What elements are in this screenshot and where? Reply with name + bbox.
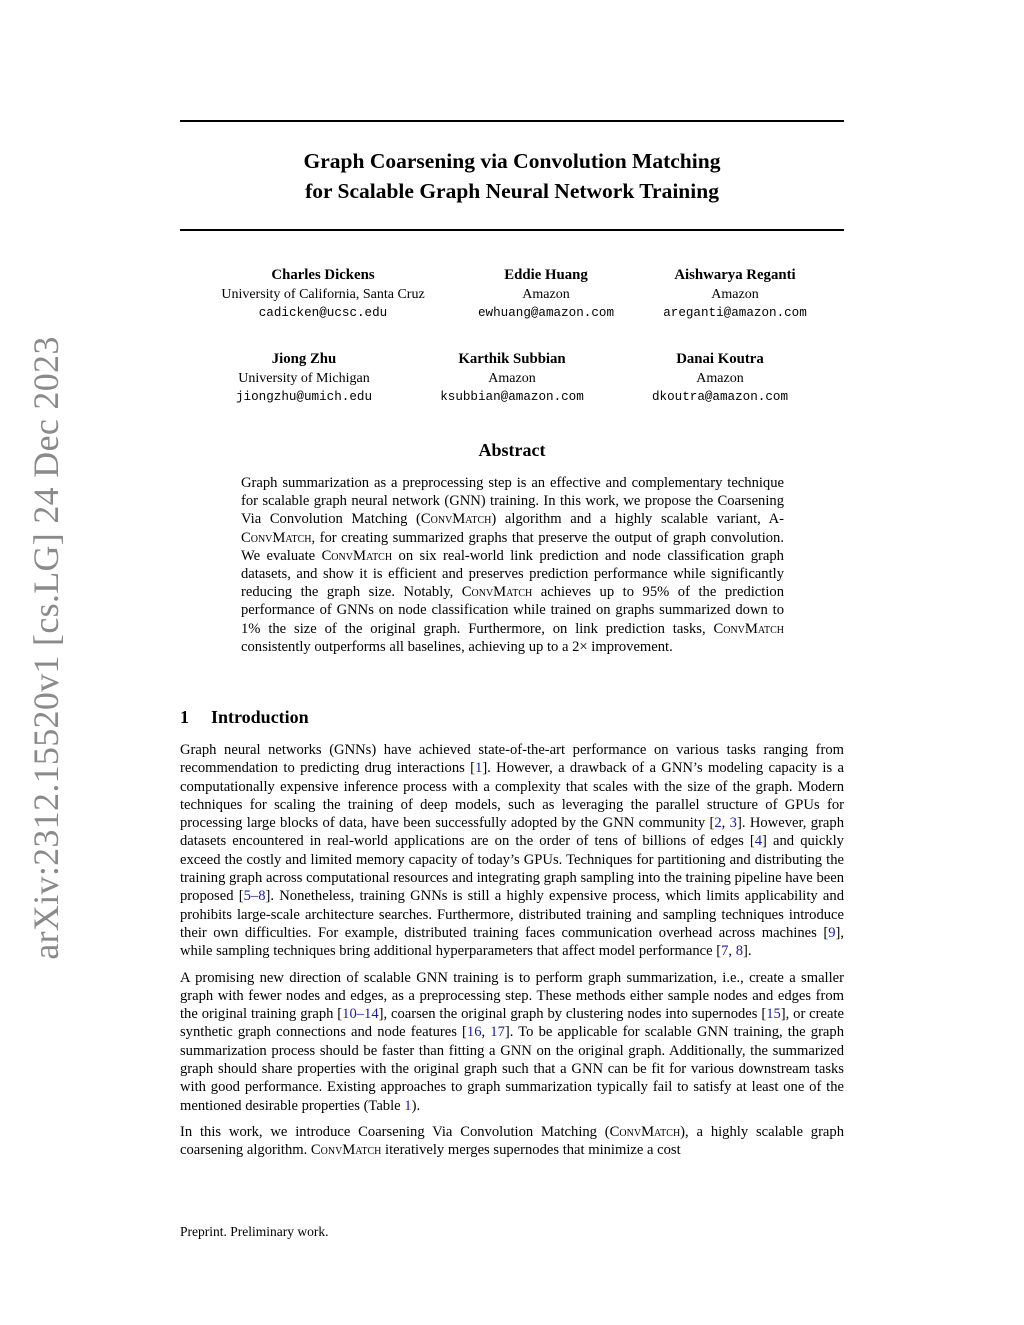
title-line-2: for Scalable Graph Neural Network Training [305,179,719,203]
paragraph-text: ), a highly scalable graph coarsening algorithm. [180,1123,845,1159]
method-name: ConvMatch [461,584,533,601]
author-email[interactable]: ksubbian@amazon.com [440,390,584,404]
author-email[interactable]: areganti@amazon.com [663,306,807,320]
method-name: ConvMatch [310,1142,382,1159]
author-affiliation: University of Michigan [238,371,370,386]
paragraph-text: , [728,943,736,960]
author-email[interactable]: dkoutra@amazon.com [651,390,789,404]
paragraph-text: ], coarsen the original graph by clustering nodes into supernodes [ [378,1006,767,1023]
paragraph-text: A promising new direction of scalable GNN training is to perform graph summarization, i.e., create a smaller graph with fewer nodes and edges, as a preprocessing step. These methods either sample nodes and edges from the original training graph [ [180,969,844,1023]
author-block [645,266,825,323]
author-email[interactable]: jiongzhu@umich.edu [235,390,373,404]
paragraph-text: iteratively merges supernodes that minimize a cost [381,1142,681,1159]
paragraph-text: ). [411,1097,421,1114]
paragraph [180,969,844,1115]
abstract-text: ) algorithm and a highly scalable variant, A- [491,511,784,528]
author-name: Eddie Huang [504,267,588,283]
arxiv-stamp-text: arXiv:2312.15520v1 [cs.LG] 24 Dec 2023 [26,336,66,960]
method-name: ConvMatch [420,511,492,528]
paragraph-text: , [481,1024,491,1041]
abstract-text: consistently outperforms all baselines, achieving up to a 2× improvement. [241,638,673,655]
author-name: Charles Dickens [271,267,375,283]
paragraph-text: ]. However, a drawback of a GNN’s modeling capacity is a computationally expensive inference process with a complexity that scales with the size of the graph. Modern techniques for scaling the training of deep models, such as leveraging the parallel structure of GPUs for processing large blocks of data, have been successfully adopted by the GNN community [ [180,760,844,832]
citation-link[interactable]: 1 [404,1097,412,1114]
section-heading [180,707,309,728]
title-line-1: Graph Coarsening via Convolution Matching [303,149,721,173]
citation-link[interactable]: 10–14 [342,1006,379,1023]
paragraph-text: Graph neural networks (GNNs) have achieved state-of-the-art performance on various tasks ranging from recommendation to predicting drug interactions [ [180,742,844,777]
paragraph-text: In this work, we introduce Coarsening Via Convolution Matching ( [180,1123,610,1140]
author-name: Jiong Zhu [271,351,337,367]
abstract-text: on six real-world link prediction and node classification graph datasets, and show it is efficient and preserves prediction performance while significantly reducing the graph size. Notably, [241,547,784,601]
author-affiliation: Amazon [488,371,536,386]
author-email[interactable]: ewhuang@amazon.com [477,306,615,320]
paragraph-text: ], or create synthetic graph connections and node features [ [180,1006,844,1041]
abstract-body [241,474,784,656]
paragraph-text: ]. [743,943,752,960]
author-block [193,266,453,323]
citation-link[interactable]: 8 [735,943,744,960]
citation-link[interactable]: 7 [721,943,729,960]
author-affiliation: Amazon [711,287,759,302]
citation-link[interactable]: 15 [766,1006,781,1023]
citation-link[interactable]: 9 [828,924,836,941]
author-name: Danai Koutra [676,351,764,367]
author-name: Aishwarya Reganti [674,267,796,283]
paragraph-text: ]. Nonetheless, training GNNs is still a highly expensive process, which limits applicability and prohibits large-scale architecture searches. Furthermore, distributed training and sampling techniques introduce their own difficulties. For example, distributed training faces communication overhead across machines [ [180,888,844,941]
author-name: Karthik Subbian [458,351,566,367]
method-name: ConvMatch [241,529,312,546]
section-number: 1 [180,707,189,727]
author-block [422,350,602,407]
paragraph-text: ] and quickly exceed the costly and limited memory capacity of today’s GPUs. Techniques for partitioning and distributing the training graph across computational resources and integrating graph sampling into the training pipeline have been proposed [ [180,833,844,905]
paragraph [180,1123,844,1160]
method-name: ConvMatch [609,1123,681,1140]
citation-link[interactable]: 1 [475,760,483,777]
author-affiliation: Amazon [522,287,570,302]
citation-link[interactable]: 3 [729,815,737,832]
author-block [456,266,636,323]
abstract-heading: Abstract [478,440,546,460]
citation-link[interactable]: 17 [490,1024,505,1041]
method-name: ConvMatch [713,620,784,637]
method-name: ConvMatch [321,547,393,564]
top-rule [180,120,844,122]
paragraph [180,741,844,961]
author-affiliation: Amazon [696,371,744,386]
author-block [630,350,810,407]
paper-title [180,146,844,206]
author-email[interactable]: cadicken@ucsc.edu [258,306,388,320]
paragraph-text: ], while sampling techniques bring additional hyperparameters that affect model performance [ [180,924,844,960]
section-body [180,741,844,1168]
paragraph-text: , [721,815,730,832]
footer-note: Preprint. Preliminary work. [180,1224,329,1239]
paragraph-text: ]. To be applicable for scalable GNN training, the graph summarization process should be faster than fitting a GNN on the original graph. Additionally, the summarized graph should share properties with the original graph such that a GNN can be fit for various downstream tasks with good performance. Existing approaches to graph summarization typically fail to satisfy at least one of the mentioned desirable properties (Table [180,1024,844,1114]
citation-link[interactable]: 4 [754,833,763,850]
citation-link[interactable]: 16 [466,1024,482,1041]
abstract-text: Graph summarization as a preprocessing step is an effective and complementary technique for scalable graph neural network (GNN) training. In this work, we propose the Coarsening Via Convolution Matching ( [241,475,784,528]
citation-link[interactable]: 5–8 [243,888,266,905]
author-block [214,350,394,407]
abstract-text: achieves up to 95% of the prediction performance of GNNs on node classification while trained on graphs summarized down to 1% the size of the original graph. Furthermore, on link prediction tasks, [241,584,784,637]
section-title: Introduction [211,707,309,727]
paragraph-text: ]. However, graph datasets encountered in real-world applications are on the order of tens of billions of edges [ [180,815,844,850]
citation-link[interactable]: 2 [714,815,722,832]
title-bottom-rule [180,229,844,231]
abstract-text: , for creating summarized graphs that preserve the output of graph convolution. We evaluate [241,529,784,564]
author-affiliation: University of California, Santa Cruz [221,287,425,302]
